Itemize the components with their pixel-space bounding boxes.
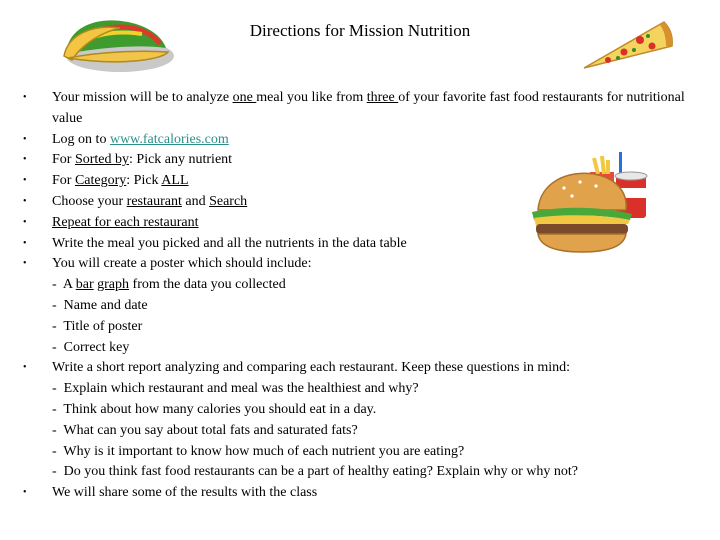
sub-item: - Correct key — [52, 339, 130, 355]
sub-item: - Name and date — [52, 297, 148, 313]
list-item: • For Sorted by: Pick any nutrient — [23, 152, 233, 168]
list-item: • Repeat for each restaurant — [23, 214, 199, 230]
sub-item: - What can you say about total fats and saturated fats? — [52, 422, 358, 438]
taco-icon — [58, 14, 176, 76]
list-item: • We will share some of the results with the class — [23, 485, 318, 501]
list-item: • You will create a poster which should include: — [23, 256, 312, 272]
sub-item: - A bar graph from the data you collected — [52, 277, 286, 293]
sub-item: - Do you think fast food restaurants can be a part of healthy eating? Explain why or why not? — [52, 464, 579, 480]
fatcalories-link[interactable]: www.fatcalories.com — [109, 131, 229, 147]
list-item: • Your mission will be to analyze one meal you like from three of your favorite fast food restaurants for nutritional value — [23, 90, 685, 126]
directions-list — [23, 88, 713, 504]
list-item: • For Category: Pick ALL — [23, 173, 189, 189]
list-item: • Log on to www.fatcalories.com — [23, 131, 229, 147]
sub-item: - Explain which restaurant and meal was the healthiest and why? — [52, 381, 419, 397]
list-item: • Write a short report analyzing and comparing each restaurant. Keep these questions in mind: — [23, 360, 571, 376]
sub-item: - Why is it important to know how much of each nutrient you are eating? — [52, 443, 465, 459]
page-title: Directions for Mission Nutrition — [249, 21, 471, 40]
list-item: • Write the meal you picked and all the nutrients in the data table — [23, 235, 407, 251]
list-item: • Choose your restaurant and Search — [23, 193, 248, 209]
sub-item: - Think about how many calories you should eat in a day. — [52, 401, 377, 417]
sub-item: - Title of poster — [52, 318, 143, 334]
pizza-slice-icon — [578, 16, 676, 74]
